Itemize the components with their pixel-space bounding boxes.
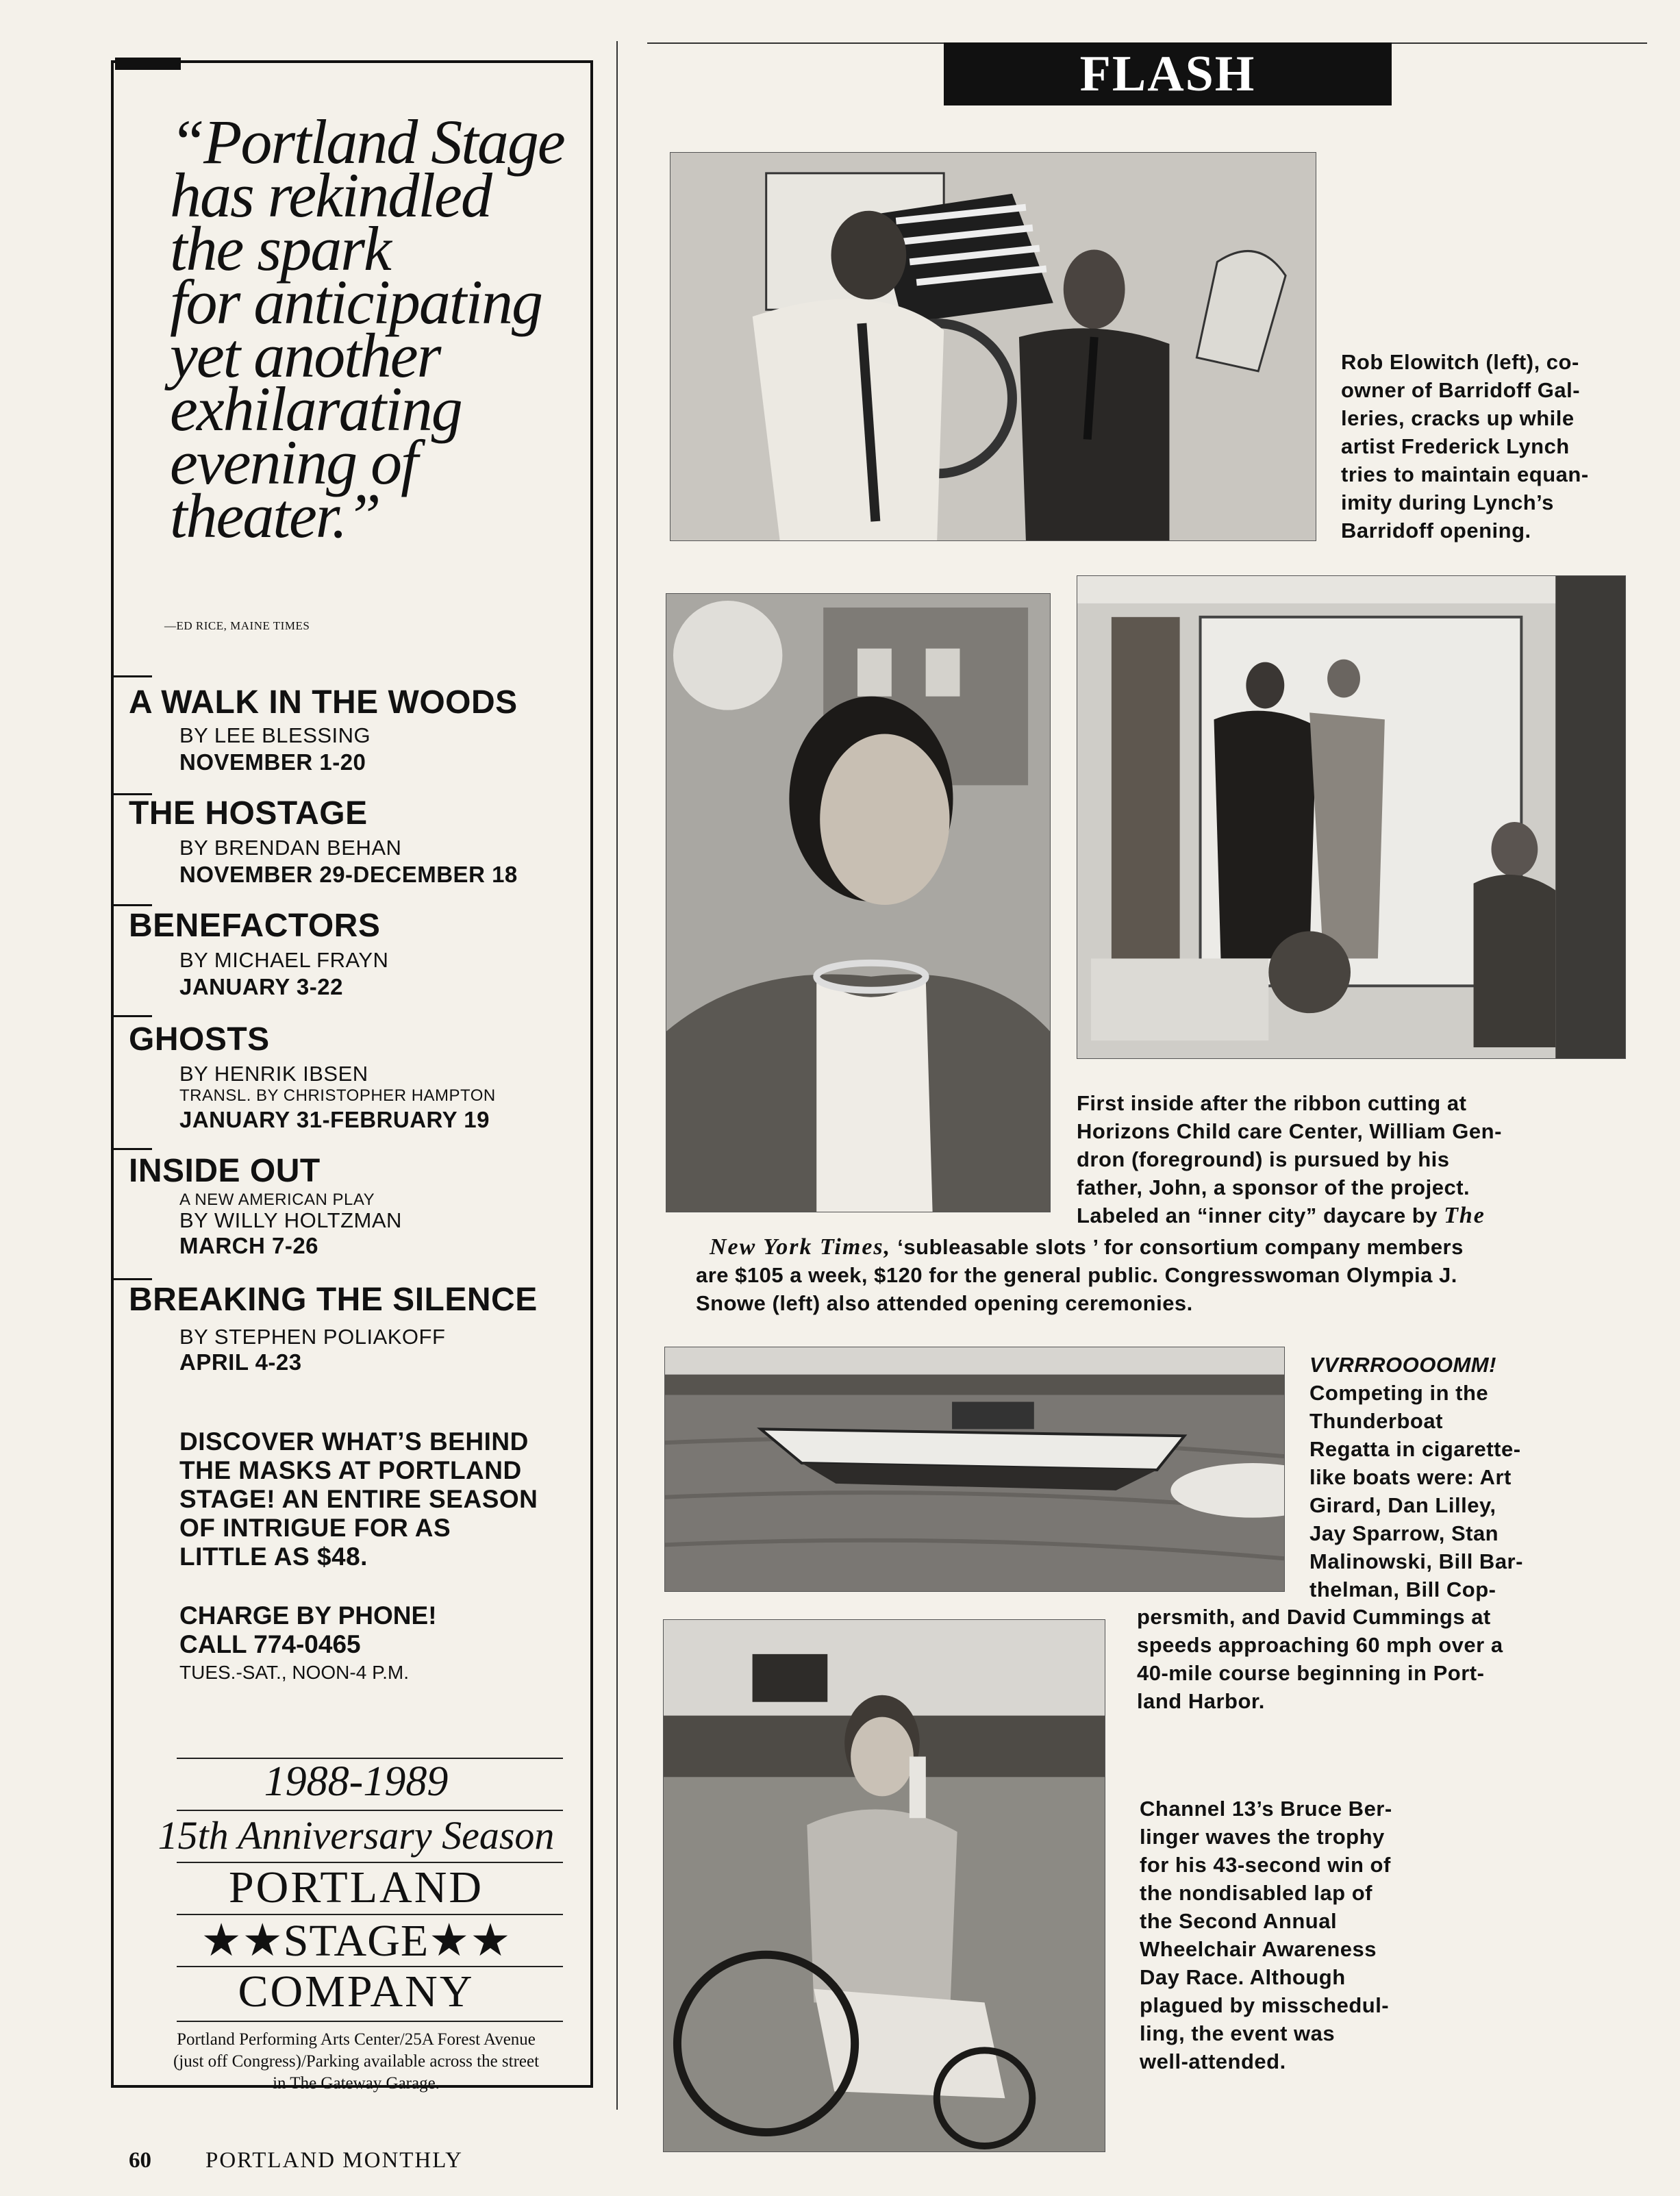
play-divider [114, 675, 152, 677]
play-author: BY BRENDAN BEHAN [179, 836, 402, 860]
caption-line: Barridoff opening. [1341, 519, 1531, 542]
company-name-line: ★★STAGE★★ [201, 1916, 512, 1966]
caption-line: Competing in the [1309, 1381, 1489, 1405]
caption-text: ‘subleasable slots ’ for consortium company members [891, 1235, 1464, 1259]
caption-line: for his 43-second win of [1140, 1853, 1391, 1877]
caption-line: persmith, and David Cummings at [1137, 1605, 1491, 1629]
gallery-photo-art [670, 153, 1316, 540]
wheelchair-caption [1140, 1795, 1392, 2075]
ad-corner-tab [115, 58, 181, 70]
caption-line: artist Frederick Lynch [1341, 434, 1570, 458]
caption-line: leries, cracks up while [1341, 406, 1575, 430]
caption-line: Snowe (left) also attended opening ceremonies. [696, 1291, 1193, 1315]
congresswoman-photo [666, 593, 1051, 1212]
play-dates: NOVEMBER 29-DECEMBER 18 [179, 862, 518, 887]
promo-line: DISCOVER WHAT’S BEHIND [179, 1427, 529, 1456]
caption-line: Rob Elowitch (left), co- [1341, 350, 1579, 374]
quote-line: has rekindled [170, 160, 491, 230]
quote-line: theater.” [170, 481, 380, 551]
promo-line: STAGE! AN ENTIRE SEASON [179, 1485, 538, 1513]
caption-line: father, John, a sponsor of the project. [1077, 1175, 1470, 1199]
play-dates: APRIL 4-23 [179, 1349, 302, 1375]
play-dates: JANUARY 31-FEBRUARY 19 [179, 1107, 490, 1132]
quote-line: yet another [170, 321, 440, 390]
quote-attribution: —ED RICE, MAINE TIMES [164, 619, 310, 632]
caption-line: thelman, Bill Cop- [1309, 1577, 1496, 1601]
promo-line: THE MASKS AT PORTLAND [179, 1456, 522, 1484]
play-dates: NOVEMBER 1-20 [179, 749, 366, 775]
gallery-photo [670, 152, 1316, 541]
play-title: GHOSTS [129, 1021, 270, 1058]
daycare-caption-bottom [696, 1233, 1464, 1317]
daycare-photo [1077, 575, 1626, 1059]
ad-rule [177, 2021, 563, 2022]
play-author: BY LEE BLESSING [179, 723, 371, 747]
play-author: BY STEPHEN POLIAKOFF [179, 1325, 446, 1349]
caption-line: Thunderboat [1309, 1409, 1443, 1433]
promo-line: LITTLE AS $48. [179, 1543, 368, 1571]
caption-line: the Second Annual [1140, 1909, 1338, 1933]
daycare-photo-art [1077, 576, 1625, 1058]
caption-line: owner of Barridoff Gal- [1341, 378, 1581, 402]
nyt-title: New York Times, [710, 1234, 892, 1260]
nyt-title: The [1444, 1203, 1485, 1228]
play-divider [114, 1278, 152, 1280]
caption-line: Horizons Child care Center, William Gen- [1077, 1119, 1502, 1143]
quote-line: the spark [170, 214, 390, 284]
phone-number: CALL 774-0465 [179, 1630, 361, 1658]
congresswoman-photo-art [666, 594, 1050, 1212]
caption-line-nyt [696, 1233, 1464, 1261]
quote-line: exhilarating [170, 374, 462, 444]
charge-heading: CHARGE BY PHONE! [179, 1601, 437, 1630]
caption-line: Girard, Dan Lilley, [1309, 1493, 1496, 1517]
play-divider [114, 1015, 152, 1017]
ad-promo-text [179, 1427, 590, 1571]
caption-line: Day Race. Although [1140, 1965, 1346, 1989]
play-author: BY MICHAEL FRAYN [179, 948, 389, 972]
play-author: BY HENRIK IBSEN [179, 1062, 368, 1086]
caption-line: Malinowski, Bill Bar- [1309, 1549, 1523, 1573]
boat-caption [1309, 1351, 1523, 1604]
play-author: BY WILLY HOLTZMAN [179, 1208, 402, 1232]
gallery-caption [1341, 348, 1589, 545]
play-title: INSIDE OUT [129, 1153, 321, 1189]
caption-line: speeds approaching 60 mph over a [1137, 1633, 1503, 1657]
theater-address [137, 2029, 575, 2095]
section-header: FLASH [944, 42, 1392, 105]
caption-line: 40-mile course beginning in Port- [1137, 1661, 1485, 1685]
caption-line: linger waves the trophy [1140, 1825, 1385, 1849]
company-name-line: COMPANY [238, 1967, 475, 2017]
caption-line: Wheelchair Awareness [1140, 1937, 1377, 1961]
ad-quote [170, 107, 581, 551]
ad-rule [177, 1810, 563, 1811]
caption-line: well-attended. [1140, 2049, 1286, 2073]
caption-line: ling, the event was [1140, 2021, 1336, 2045]
company-name-line: PORTLAND [228, 1862, 484, 1912]
boat-photo-art [665, 1347, 1284, 1591]
caption-line: Regatta in cigarette- [1309, 1437, 1521, 1461]
play-dates: MARCH 7-26 [179, 1233, 319, 1258]
play-title: A WALK IN THE WOODS [129, 684, 518, 721]
caption-line: Jay Sparrow, Stan [1309, 1521, 1499, 1545]
caption-line: dron (foreground) is pursued by his [1077, 1147, 1450, 1171]
daycare-caption-top [1077, 1089, 1502, 1230]
wheelchair-race-photo [663, 1619, 1105, 2152]
magazine-name: PORTLAND MONTHLY [205, 2148, 463, 2173]
play-dates: JANUARY 3-22 [179, 974, 343, 999]
play-title: THE HOSTAGE [129, 795, 368, 832]
caption-line: imity during Lynch’s [1341, 490, 1554, 514]
caption-line: land Harbor. [1137, 1689, 1265, 1713]
caption-line: are $105 a week, $120 for the general public. Congresswoman Olympia J. [696, 1263, 1457, 1287]
address-line: Portland Performing Arts Center/25A Forest Avenue [177, 2030, 536, 2049]
box-office-hours: TUES.-SAT., NOON-4 P.M. [179, 1662, 410, 1683]
caption-line-nyt [1077, 1201, 1502, 1230]
address-line: (just off Congress)/Parking available across the street [173, 2052, 540, 2071]
caption-line: plagued by misschedul- [1140, 1993, 1390, 2017]
quote-line: for anticipating [170, 267, 542, 337]
wheelchair-race-photo-art [664, 1620, 1105, 2151]
address-line: in The Gateway Garage. [273, 2074, 440, 2093]
caption-line: the nondisabled lap of [1140, 1881, 1372, 1905]
boat-caption-title: VVRRROOOOMM! [1309, 1353, 1496, 1377]
caption-text: Labeled an “inner city” daycare by [1077, 1203, 1438, 1227]
column-divider [616, 41, 618, 2110]
boat-caption-continued [1137, 1603, 1503, 1715]
boat-photo [664, 1347, 1285, 1592]
play-title: BREAKING THE SILENCE [129, 1282, 538, 1318]
caption-line: like boats were: Art [1309, 1465, 1512, 1489]
play-divider [114, 904, 152, 906]
quote-line: evening of [170, 427, 417, 497]
quote-line: “Portland Stage [170, 107, 564, 177]
caption-line: First inside after the ribbon cutting at [1077, 1091, 1467, 1115]
play-divider [114, 1148, 152, 1150]
season-anniversary: 15th Anniversary Season [158, 1813, 555, 1858]
caption-line: Channel 13’s Bruce Ber- [1140, 1797, 1392, 1821]
play-subtitle: A NEW AMERICAN PLAY [179, 1190, 375, 1209]
page-number: 60 [129, 2148, 151, 2173]
caption-line: tries to maintain equan- [1341, 462, 1589, 486]
play-translator: TRANSL. BY CHRISTOPHER HAMPTON [179, 1086, 496, 1105]
season-years: 1988-1989 [264, 1758, 449, 1805]
promo-line: OF INTRIGUE FOR AS [179, 1514, 451, 1542]
play-title: BENEFACTORS [129, 908, 381, 944]
